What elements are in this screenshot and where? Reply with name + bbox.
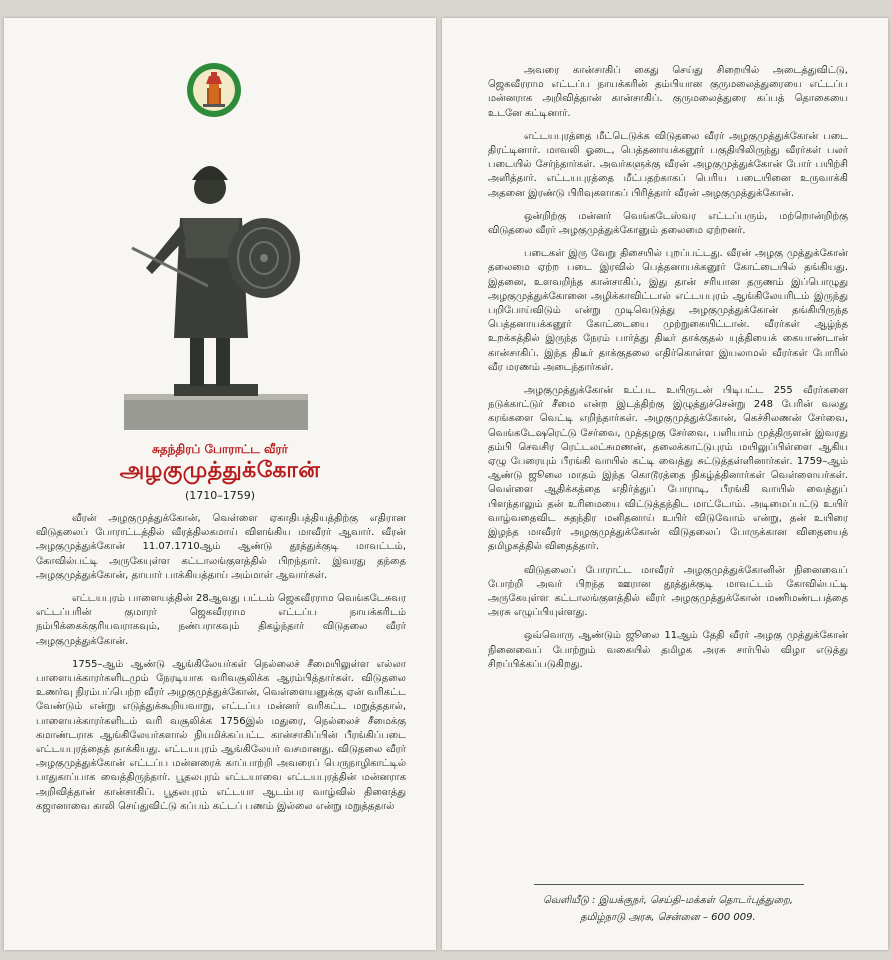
paragraph: 1755–ஆம் ஆண்டு ஆங்கிலேயர்கள் நெல்லைச் சீமையிலுள்ள எல்லா பாளையக்காரர்களிடமும் நேரடியாக வரிவசூலிக்க ஆரம்பித்தார்கள். விடுதலை உணர்வு நிரம்பப்பெற்ற வீரர் அழகுமுத்துக்கோன், வெள்ளையனுக்கு ஏன் வரிகட்ட வேண்டும் என்று எடுத்துக்கூறியவாறு, எட்டப்ப மன்னர் வரிகட்ட மறுத்ததால், பாளையக்காரர்களிடம் வரி வசூலிக்க 1756இல் மதுரை, நெல்லைச் சீமைக்கு கமாண்டராக ஆங்கிலேயர்களால் நியமிக்கப்பட்ட கான்சாகிப்பின் பீரங்கிப்படை எட்டயபுரத்தைத் தாக்கியது. எட்டயபுரம் ஆங்கிலேயர் வசமானது. விடுதலை வீரர் அழகுமுத்துக்கோன் எட்டப்ப மன்னரைக் காப்பாற்றி அவரைப் பெருநாழிகாட்டில் பாதுகாப்பாக வைத்திருந்தார். பூதலபுரம் எட்டயாவை எட்டயபுரத்தின் மன்னராக அறிவித்தான் கான்சாகிப். பூதலபுரம் எட்டயா ஆடம்பர வாழ்வில் திளைத்து கஜானாவை காலி செய்துவிட்டு கப்பம் கட்டப் பணம் இல்லை என்று மறுத்ததால் [36, 658, 406, 812]
paragraph: அழகுமுத்துக்கோன் உட்பட உயிருடன் பிடிபட்ட 255 வீரர்களை நடுக்காட்டுர் சீமை என்ற இடத்திற்கு இழுத்துச்சென்று 248 பேரின் வலது கரங்களை வெட்டி எறிந்தார்கள். அழகுமுத்துக்கோன், கெச்சிலணன் சேர்வை, வெங்கடேஷரெட்டு சேர்வை, முத்தழகு சேர்வை, பளியாம் முத்திருளன் இவரது தம்பி செவசிர ரெட்டலட்சுமணன், தலைக்காட்டுபுரம் மயிலுப்பிள்ளை ஆகிய ஏழு பேரையும் பீரங்கி வாயில் கட்டி வைத்து சுட்டுத்தள்ளினார்கள். 1759–ஆம் ஆண்டு ஜூலை மாதம் இந்த கொடூரத்தை நிகழ்த்தினார்கள் வெள்ளையர்கள். வெள்ளை ஆதிக்கத்தை எதிர்த்துப் போராடி, பீரங்கி வாயில் வைத்துப் பிளந்தாலும் தன் உரிமையை விட்டுத்தந்திட மாட்டோம். அடிமைப்பட்டு உயிர் வாழ்வதைவிட சுதந்திர மனிதனாய் உயிர் விடுவோம் என்று, தன் உயிரை இழந்த மாவீரர் அழகுமுத்துக்கோன் விடுதலைப் போருக்கான விதையைத் தமிழகத்தில் விதைத்தார். [488, 385, 848, 553]
life-years: (1710–1759) [184, 489, 256, 502]
paragraph: எட்டயபுரத்தை மீட்டெடுக்க விடுதலை வீரர் அழகுமுத்துக்கோன் படை திரட்டினார். மாவலி ஓடை, பெத்தனாயக்கனூர் பகுதியிலிருந்து வீரர்கள் பலர் படையில் சேர்ந்தார்கள். அவர்களுக்கு வீரன் அழகுமுத்துக்கோன் போர் பயிற்சி அளித்தார். எட்டயபுரத்தை மீட்பதற்காகப் பெரிய படையினை உருவாக்கி அதனை இரண்டு பிரிவுகளாகப் பிரித்தார் வீரன் அழகுமுத்துக்கோன். [488, 130, 848, 199]
right-page [442, 18, 888, 950]
paragraph: வீரன் அழகுமுத்துக்கோன், வெள்ளை ஏகாதிபத்தியத்திற்கு எதிரான விடுதலைப் போராட்டத்தில் வீரத்திலகமாய் விளங்கிய மாவீரர் ஆவார். வீரன் அழகுமுத்துக்கோன் 11.07.1710ஆம் ஆண்டு தூத்துக்குடி மாவட்டம், கோவில்பட்டி அருகேயுள்ள கட்டாலங்குளத்தில் பிறந்தார். இவரது தந்தை அழகுமுத்துக்கோன், தாயார் பாக்கியத்தாய் அம்மாள் ஆவார்கள். [36, 513, 406, 581]
subtitle: சுதந்திரப் போராட்ட வீரர் [152, 442, 288, 456]
paragraph: ஒன்றிற்கு மன்னர் வெங்கடேஸ்வர எட்டப்பரும், மற்றொன்றிற்கு விடுதலை வீரர் அழகுமுத்துக்கோனும் தலைமை ஏற்றனர். [488, 210, 848, 237]
paragraph: எட்டயபுரம் பாளையத்தின் 28ஆவது பட்டம் ஜெகவீரராம வெங்கடேசுவர எட்டப்பரின் குமாரர் ஜெகவீரராம எட்டப்ப நாயக்கரிடம் நம்பிக்கைக்குரியவராகவும், நண்பராகவும் திகழ்ந்தார் விடுதலை வீரர் அழகுமுத்துக்கோன். [36, 593, 406, 647]
hero-name: அழகுமுத்துக்கோன் [119, 458, 321, 483]
paragraph: விடுதலைப் போராட்ட மாவீரர் அழகுமுத்துக்கோனின் நினைவைப் போற்றி அவர் பிறந்த ஊரான தூத்துக்குடி மாவட்டம் கோவில்பட்டி அருகேயுள்ள கட்டாலங்குளத்தில் வீரர் அழகுமுத்துக்கோன் மணிமண்டபத்தை அரசு எழுப்பியுள்ளது. [488, 564, 848, 619]
left-page [4, 18, 436, 950]
left-text-column [36, 512, 406, 823]
paragraph: அவரை கான்சாகிப் கைது செய்து சிறையில் அடைத்துவிட்டு, ஜெகவீரராம எட்டப்ப நாயக்கரின் தம்பியான குருமலைத்துரையை எட்டப்ப மன்னராக அறிவித்தான் கான்சாகிப். குருமலைத்துரை கப்பத் தொகையை உடனே கட்டினார். [488, 65, 848, 119]
paragraph: படைகள் இரு வேறு திசையில் புறப்பட்டது. வீரன் அழகு முத்துக்கோன் தலைமை ஏற்ற படை இரவில் பெத்தனாயக்கனூர் கோட்டையில் தங்கியது. இதனை, உளவறிந்த கான்சாகிப், இது தான் சரியான தருணம் இப்பொழுது அழகுமுத்துக்கோனை அழிக்காவிட்டால் எட்டயபுரம் ஆங்கிலேயரிடம் இருந்து பறிபோய்விடும் என்று முடிவெடுத்து அழகுமுத்துக்கோன் தங்கியிருந்த பெத்தனாயக்கனூர் கோட்டையை முற்றுகையிட்டான். வீரர்கள் ஆழ்ந்த உறக்கத்தில் இருந்த நேரம் பார்த்து திடீர் தாக்குதல் யுத்தியைக் கையாண்டான் கான்சாகிப். இந்த திடீர் தாக்குதலை எதிர்கொள்ள இயலாமல் வீரர்கள் போரில் வீர மரணம் அடைந்தார்கள். [488, 248, 848, 373]
right-text-column [488, 64, 848, 681]
publisher-footer [488, 892, 848, 926]
warrior-statue-image [124, 148, 308, 438]
footer-line: தமிழ்நாடு அரசு, சென்னை – 600 009. [580, 912, 756, 923]
footer-line: வெளியீடு : இயக்குநர், செய்தி–மக்கள் தொடர்புத்துறை, [542, 895, 794, 906]
tamil-nadu-emblem-icon [186, 62, 242, 118]
footer-divider [534, 884, 804, 885]
paragraph: ஒவ்வொரு ஆண்டும் ஜூலை 11ஆம் தேதி வீரர் அழகு முத்துக்கோன் நினைவைப் போற்றும் வகையில் தமிழக அரசு சார்பில் விழா எடுத்து சிறப்பிக்கப்படுகிறது. [488, 630, 848, 670]
